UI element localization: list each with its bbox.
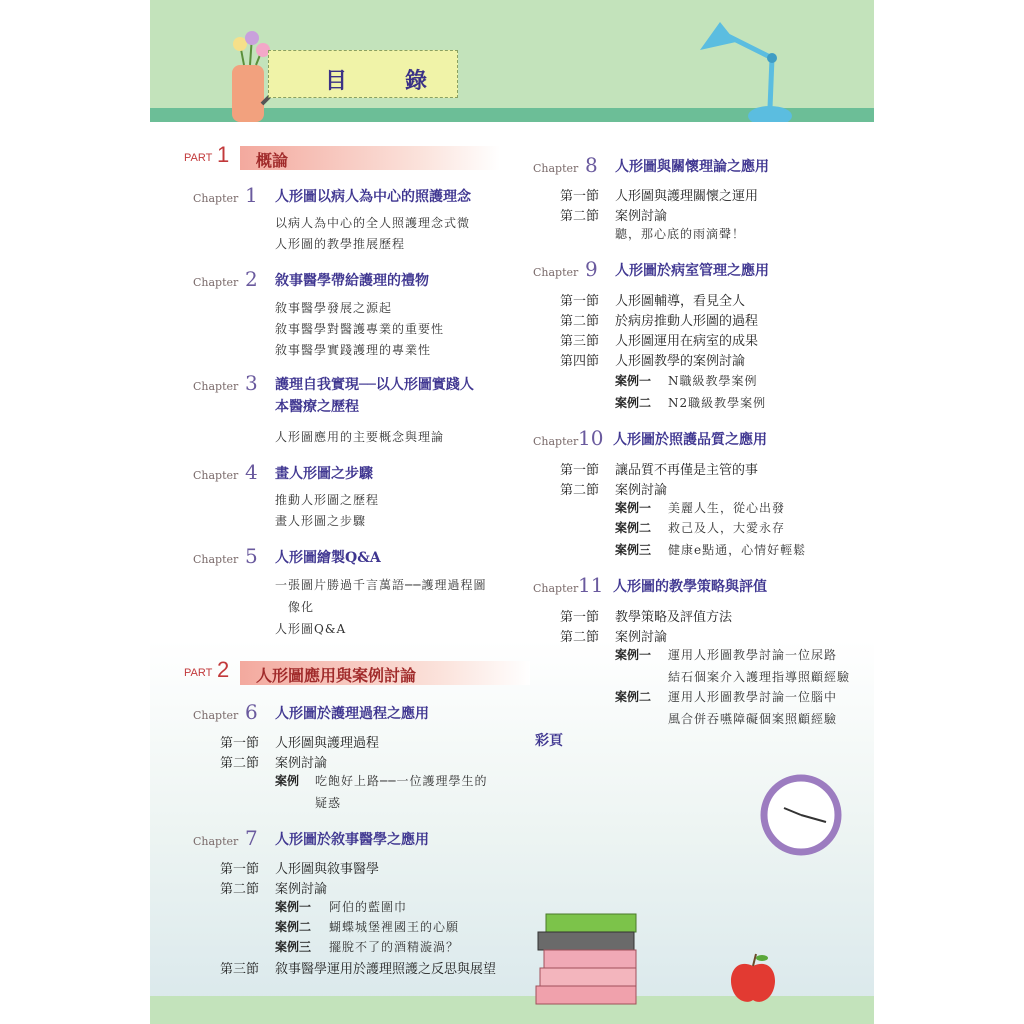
chapter-label: Chapter (193, 553, 239, 566)
chapter-title: 人形圖於護理過程之應用 (275, 706, 429, 722)
case-title: N職級教學案例 (668, 374, 758, 388)
section-row (560, 606, 733, 625)
section-title: 敘事醫學運用於護理照護之反思與展望 (275, 961, 497, 976)
case-label: 案例三 (275, 940, 312, 954)
section-row (560, 626, 668, 645)
chapter-number: 2 (245, 267, 258, 291)
case-title: 運用人形圖教學討論一位尿路 (668, 648, 838, 662)
section-title: 人形圖運用在病室的成果 (615, 333, 759, 348)
case-title: 阿伯的藍圍巾 (329, 900, 408, 914)
section-label: 第二節 (560, 482, 600, 497)
case-label: 案例一 (615, 374, 652, 388)
case-label: 案例三 (615, 543, 652, 557)
section-title: 人形圖與護理關懷之運用 (615, 188, 759, 203)
chapter-number: 1 (245, 183, 258, 207)
case-label: 案例二 (615, 521, 652, 535)
chapter-title-line1: 護理自我實現──以人形圖實踐人 (275, 377, 474, 393)
section-row (220, 878, 328, 897)
chapter-title: 人形圖繪製Q&A (275, 550, 381, 566)
part-number: 1 (217, 142, 230, 167)
section-row (560, 479, 668, 498)
section-label: 第二節 (560, 313, 600, 328)
case-row (275, 938, 460, 955)
case-title-cont: 結石個案介入護理指導照顧經驗 (668, 670, 851, 684)
section-row (560, 459, 759, 478)
section-label: 第四節 (560, 353, 600, 368)
chapter-label: Chapter (533, 266, 579, 279)
part-number: 2 (217, 657, 230, 682)
book-stack-icon (534, 908, 646, 1012)
case-row (275, 772, 488, 789)
section-row (560, 290, 746, 309)
section-row (560, 330, 759, 349)
case-label: 案例一 (275, 900, 312, 914)
section-label: 第一節 (560, 609, 600, 624)
section-title: 讓品質不再僅是主管的事 (615, 462, 759, 477)
case-title: N2職級教學案例 (668, 396, 767, 410)
sub-item: 人形圖應用的主要概念與理論 (275, 430, 445, 444)
case-row (615, 541, 807, 558)
section-label: 第二節 (560, 208, 600, 223)
case-label: 案例一 (615, 501, 652, 515)
section-title: 人形圖輔導，看見全人 (615, 293, 746, 308)
section-title: 於病房推動人形圖的過程 (615, 313, 759, 328)
case-title: 運用人形圖教學討論一位腦中 (668, 690, 838, 704)
chapter-title: 人形圖於病室管理之應用 (615, 263, 769, 279)
chapter-label: Chapter (533, 582, 579, 595)
clock-icon (760, 774, 842, 856)
section-label: 第一節 (220, 735, 260, 750)
sub-item: 人形圖的教學推展歷程 (275, 237, 406, 251)
sub-item: 推動人形圖之歷程 (275, 493, 380, 507)
chapter-label: Chapter (533, 435, 579, 448)
chapter-number: 4 (245, 460, 258, 484)
section-title: 人形圖與敘事醫學 (275, 861, 380, 876)
chapter-title-line2: 本醫療之歷程 (275, 399, 359, 415)
part-title: 人形圖應用與案例討論 (256, 668, 417, 685)
sub-item-cont: 像化 (288, 600, 315, 614)
appendix-heading: 彩頁 (535, 733, 563, 749)
section-label: 第一節 (560, 462, 600, 477)
case-title: 美麗人生，從心出發 (668, 501, 786, 515)
case-title: 擺脫不了的酒精漩渦？ (329, 940, 460, 954)
chapter-number: 3 (245, 371, 258, 395)
chapter-number: 8 (585, 153, 598, 177)
section-label: 第三節 (220, 961, 260, 976)
chapter-title: 人形圖於照護品質之應用 (613, 432, 767, 448)
section-row (560, 185, 759, 204)
section-row (220, 958, 497, 977)
section-label: 第一節 (560, 188, 600, 203)
case-title-cont: 風合併吞嚥障礙個案照顧經驗 (668, 712, 838, 726)
section-label: 第一節 (560, 293, 600, 308)
chapter-title: 人形圖的教學策略與評值 (613, 579, 767, 595)
chapter-number: 6 (245, 700, 258, 724)
section-label: 第二節 (560, 629, 600, 644)
section-label: 第三節 (560, 333, 600, 348)
case-label: 案例二 (275, 920, 312, 934)
section-row (220, 752, 328, 771)
chapter-number: 11 (578, 573, 604, 597)
case-title: 吃飽好上路──一位護理學生的 (315, 774, 488, 788)
desk-lamp-icon (690, 12, 800, 122)
chapter-label: Chapter (193, 469, 239, 482)
section-title: 教學策略及評值方法 (615, 609, 733, 624)
section-label: 第二節 (220, 755, 260, 770)
chapter-title: 人形圖與關懷理論之應用 (615, 159, 769, 175)
chapter-label: Chapter (193, 380, 239, 393)
case-label: 案例 (275, 774, 300, 788)
chapter-label: Chapter (193, 709, 239, 722)
case-row (275, 898, 408, 915)
sub-item: 以病人為中心的全人照護理念式微 (275, 216, 471, 230)
chapter-number: 9 (585, 257, 598, 281)
section-title: 案例討論 (275, 881, 328, 896)
section-title: 人形圖教學的案例討論 (615, 353, 746, 368)
sub-item: 敘事醫學對醫護專業的重要性 (275, 322, 445, 336)
section-row (220, 858, 380, 877)
section-title: 人形圖與護理過程 (275, 735, 380, 750)
section-label: 第二節 (220, 881, 260, 896)
sub-item: 人形圖Q&A (275, 622, 347, 636)
case-row (615, 499, 786, 516)
chapter-label: Chapter (193, 276, 239, 289)
case-title-cont: 疑惑 (315, 796, 342, 810)
case-title: 健康e點通，心情好輕鬆 (668, 543, 807, 557)
section-row (220, 732, 380, 751)
chapter-label: Chapter (533, 162, 579, 175)
section-title: 案例討論 (615, 482, 668, 497)
case-label: 案例二 (615, 396, 652, 410)
section-row (560, 350, 746, 369)
chapter-label: Chapter (193, 835, 239, 848)
case-title: 救己及人，大愛永存 (668, 521, 786, 535)
chapter-number: 5 (245, 544, 258, 568)
section-label: 第一節 (220, 861, 260, 876)
section-title: 案例討論 (275, 755, 328, 770)
case-row (615, 394, 767, 411)
section-row (560, 310, 759, 329)
case-title: 蝴蝶城堡裡國王的心願 (329, 920, 460, 934)
section-title: 案例討論 (615, 629, 668, 644)
chapter-title: 畫人形圖之步驟 (275, 466, 373, 482)
chapter-title: 人形圖以病人為中心的照護理念 (275, 189, 471, 205)
case-row (615, 519, 786, 536)
sub-item: 敘事醫學實踐護理的專業性 (275, 343, 432, 357)
sub-item: 一張圖片勝過千言萬語──護理過程圖 (275, 578, 487, 592)
case-row (275, 918, 460, 935)
section-title: 案例討論 (615, 208, 668, 223)
sub-item: 畫人形圖之步驟 (275, 514, 367, 528)
sub-item: 聽，那心底的雨滴聲！ (615, 227, 746, 241)
sub-item: 敘事醫學發展之源起 (275, 301, 393, 315)
chapter-number: 7 (245, 826, 258, 850)
case-row (615, 688, 838, 705)
case-label: 案例二 (615, 690, 652, 704)
chapter-number: 10 (578, 426, 604, 450)
chapter-label: Chapter (193, 192, 239, 205)
chapter-title: 敘事醫學帶給護理的禮物 (275, 273, 429, 289)
apple-icon (726, 952, 780, 1006)
page-title: 目 錄 (325, 68, 446, 94)
part-label: PART (184, 667, 213, 679)
case-row (615, 646, 838, 663)
part-label: PART (184, 152, 213, 164)
section-row (560, 205, 668, 224)
case-label: 案例一 (615, 648, 652, 662)
case-row (615, 372, 758, 389)
part-title: 概論 (256, 153, 289, 170)
chapter-title: 人形圖於敘事醫學之應用 (275, 832, 429, 848)
